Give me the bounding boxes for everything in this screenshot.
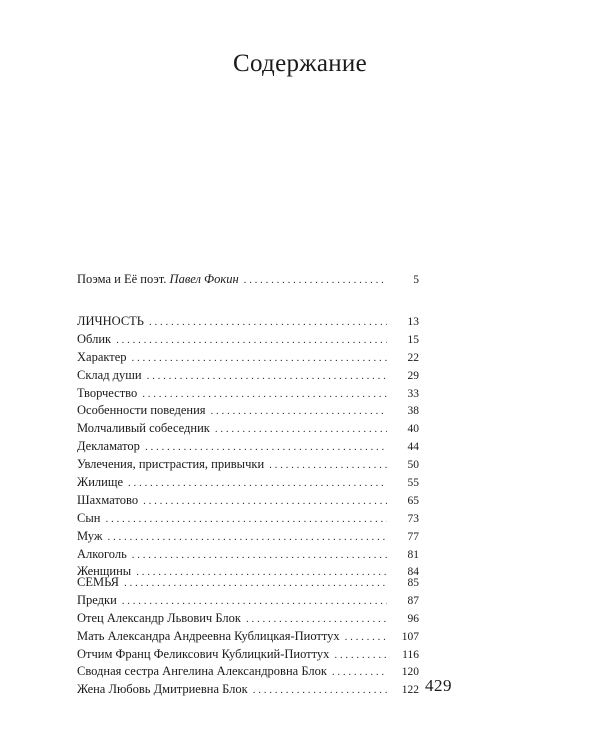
toc-leader-dots — [142, 386, 387, 404]
toc-leader-dots — [253, 682, 387, 700]
toc-entry-page: 87 — [407, 594, 419, 607]
toc-entry — [77, 402, 419, 420]
toc-entry — [77, 438, 419, 456]
toc-entry-title: Молчаливый собеседник — [77, 421, 210, 436]
toc-entry-title: Жена Любовь Дмитриевна Блок — [77, 682, 248, 697]
toc-leader-dots — [145, 439, 387, 457]
toc-entry-page: 22 — [407, 351, 419, 364]
toc-entry-page: 38 — [407, 405, 419, 418]
toc-leader-dots — [116, 332, 387, 350]
toc-entry-page: 40 — [407, 423, 419, 436]
page-title: Содержание — [233, 50, 367, 77]
toc-leader-dots — [334, 647, 387, 665]
toc-entry-title: Склад души — [77, 367, 142, 382]
toc-entry-title: Сводная сестра Ангелина Александровна Блок — [77, 664, 327, 679]
toc-intro — [77, 271, 419, 289]
toc-entry — [77, 663, 419, 681]
toc-entry-title: Творчество — [77, 385, 138, 400]
toc-entry — [77, 331, 419, 349]
toc-entry — [77, 456, 419, 474]
toc-leader-dots — [244, 272, 387, 290]
toc-entry-page: 96 — [407, 612, 419, 625]
toc-entry — [77, 271, 419, 289]
toc-entry-title: Шахматово — [77, 492, 139, 507]
toc-leader-dots — [143, 493, 387, 511]
toc-leader-dots — [105, 511, 387, 529]
toc-entry-page: 65 — [407, 494, 419, 507]
toc-entry — [77, 349, 419, 367]
toc-entry — [77, 313, 419, 331]
toc-entry — [77, 628, 419, 646]
toc-leader-dots — [122, 593, 387, 611]
toc-entry-page: 120 — [401, 666, 419, 679]
toc-entry — [77, 510, 419, 528]
toc-entry-page: 85 — [407, 577, 419, 589]
toc-entry-page: 84 — [407, 566, 419, 579]
toc-entry-title: Отец Александр Львович Блок — [77, 610, 241, 625]
toc-entry-title: Жилище — [77, 475, 123, 490]
toc-entry-page: 44 — [407, 441, 419, 454]
toc-entry — [77, 385, 419, 403]
toc-entry-title: Характер — [77, 349, 127, 364]
toc-entry-title: Облик — [77, 331, 112, 346]
toc-entry-page: 73 — [407, 512, 419, 525]
toc-entry — [77, 574, 419, 592]
toc-leader-dots — [128, 475, 387, 493]
toc-section-lichnost — [77, 313, 419, 581]
toc-entry-page: 29 — [407, 369, 419, 382]
toc-leader-dots — [246, 611, 387, 629]
toc-leader-dots — [132, 547, 387, 565]
toc-entry — [77, 546, 419, 564]
toc-entry-title: Женщины — [77, 564, 132, 579]
toc-entry — [77, 681, 419, 699]
page-number: 429 — [425, 676, 452, 695]
toc-entry-page: 77 — [407, 530, 419, 543]
toc-entry-page: 107 — [401, 630, 419, 643]
toc-entry — [77, 592, 419, 610]
toc-entry-title: ЛИЧНОСТЬ — [77, 314, 144, 328]
toc-leader-dots — [132, 350, 387, 368]
toc-entry — [77, 420, 419, 438]
toc-entry-title: Муж — [77, 528, 103, 543]
toc-entry-title — [77, 271, 239, 289]
toc-entry — [77, 528, 419, 546]
toc-entry — [77, 646, 419, 664]
toc-entry-page: 81 — [407, 548, 419, 561]
toc-leader-dots — [147, 368, 387, 386]
toc-entry-page: 15 — [407, 333, 419, 346]
toc-entry-title: СЕМЬЯ — [77, 575, 119, 589]
toc-leader-dots — [332, 664, 387, 682]
toc-entry-title: Мать Александра Андреевна Кублицкая-Пиоттух — [77, 628, 340, 643]
toc-entry-page: 50 — [407, 459, 419, 472]
toc-entry-title-text: Поэма и Её поэт. — [77, 272, 170, 286]
toc-entry — [77, 492, 419, 510]
toc-leader-dots — [345, 629, 387, 647]
toc-entry-page: 55 — [407, 477, 419, 490]
toc-entry — [77, 474, 419, 492]
toc-leader-dots — [149, 314, 387, 332]
toc-leader-dots — [108, 529, 387, 547]
toc-entry-page: 116 — [402, 648, 419, 661]
toc-entry-author: Павел Фокин — [169, 272, 239, 286]
toc-leader-dots — [215, 421, 387, 439]
toc-leader-dots — [124, 575, 387, 593]
toc-entry-title: Алкоголь — [77, 546, 127, 561]
toc-entry-title: Увлечения, пристрастия, привычки — [77, 457, 265, 472]
toc-entry-page: 13 — [407, 316, 419, 328]
toc-entry-page: 122 — [401, 684, 419, 697]
toc-entry — [77, 367, 419, 385]
toc-entry — [77, 610, 419, 628]
toc-leader-dots — [269, 457, 387, 475]
toc-entry-title: Декламатор — [77, 439, 140, 454]
toc-section-semya — [77, 574, 419, 699]
toc-entry-page: 33 — [407, 387, 419, 400]
toc-entry-page: 5 — [413, 274, 419, 286]
toc-leader-dots — [211, 403, 387, 421]
toc-entry-title: Особенности поведения — [77, 403, 206, 418]
toc-entry-title: Отчим Франц Феликсович Кублицкий-Пиоттух — [77, 646, 330, 661]
toc-entry-title: Сын — [77, 510, 101, 525]
toc-entry-title: Предки — [77, 592, 117, 607]
